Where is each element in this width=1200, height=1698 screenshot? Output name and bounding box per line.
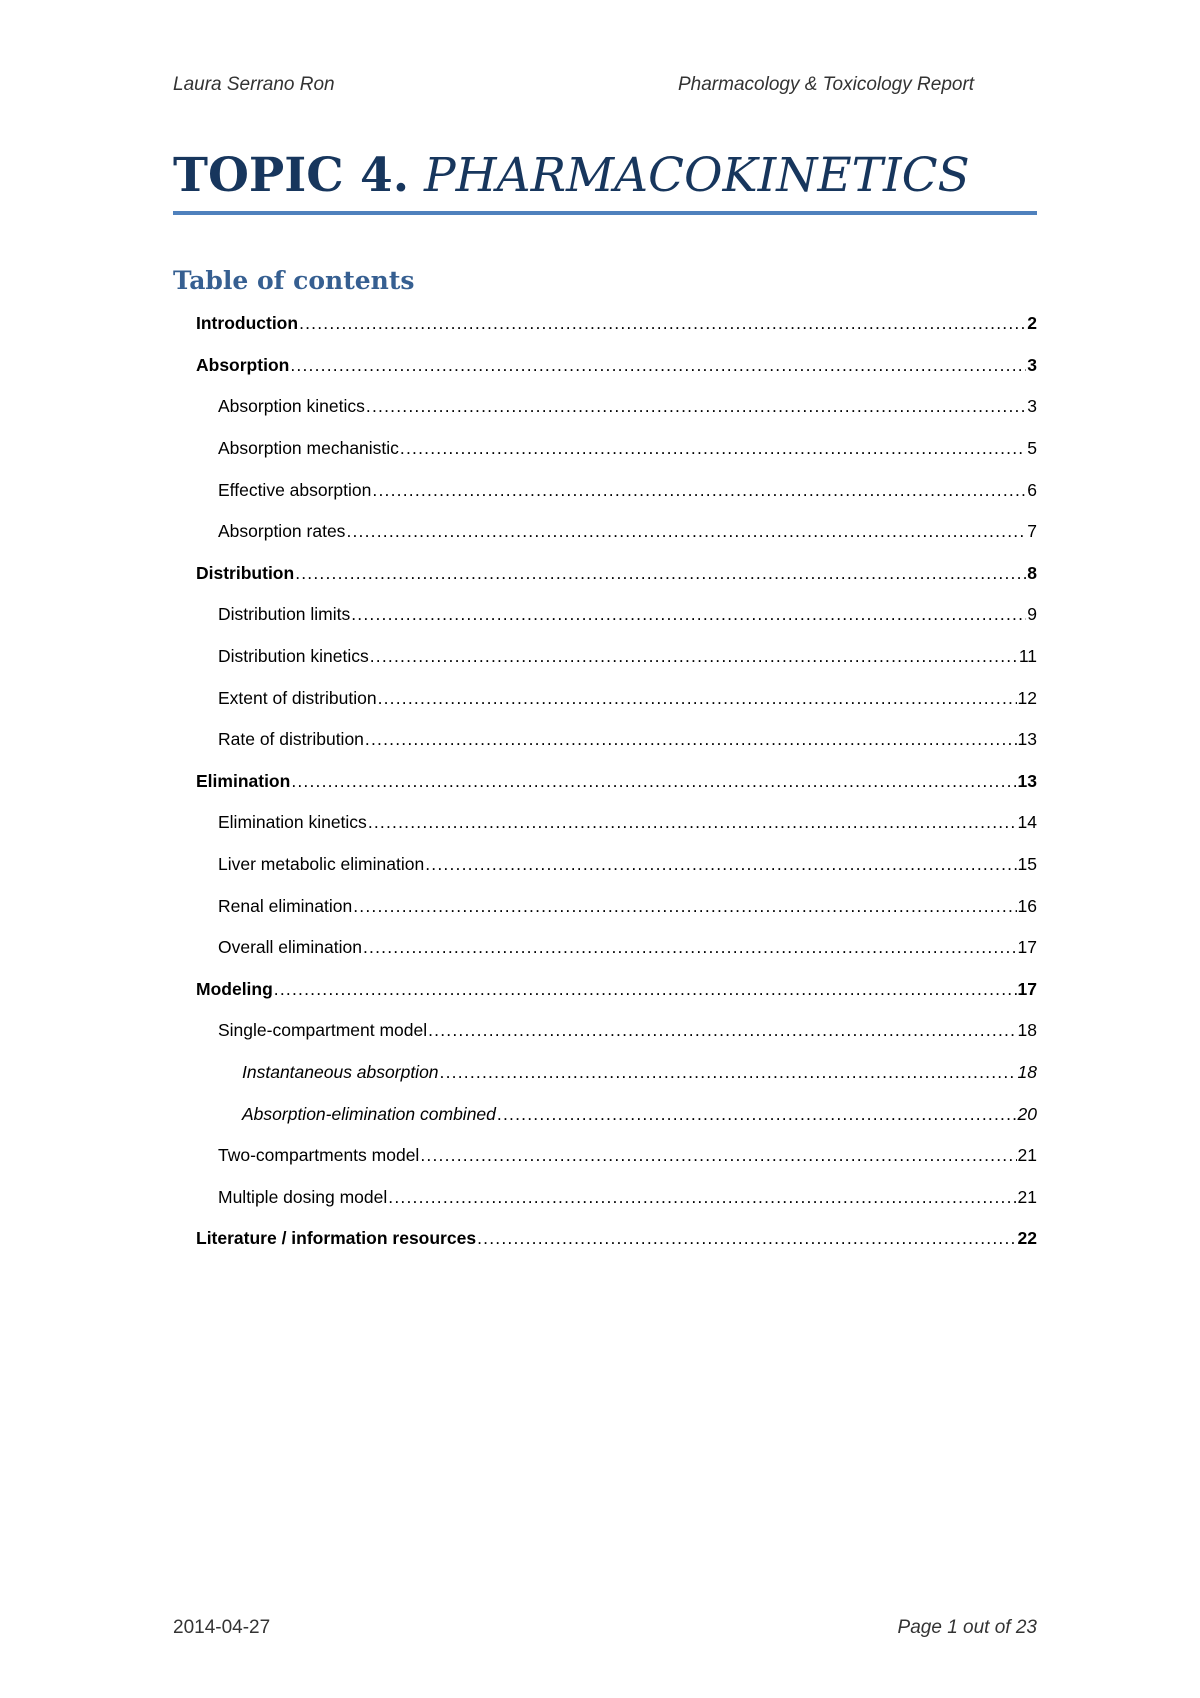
toc-entry-page: 2 bbox=[1027, 313, 1037, 334]
toc-entry[interactable] bbox=[173, 511, 1037, 553]
toc-entry[interactable] bbox=[173, 386, 1037, 428]
toc-entry-label: Absorption rates bbox=[218, 521, 346, 542]
toc-entry-label: Renal elimination bbox=[218, 895, 353, 916]
toc-entry[interactable] bbox=[173, 469, 1037, 511]
title-prefix: TOPIC 4. bbox=[173, 148, 410, 203]
toc-leader-dots bbox=[420, 1145, 1016, 1166]
toc-entry[interactable] bbox=[173, 553, 1037, 595]
toc-entry[interactable] bbox=[173, 719, 1037, 761]
toc-entry-page: 13 bbox=[1017, 770, 1037, 791]
toc-entry-page: 20 bbox=[1017, 1103, 1037, 1124]
toc-entry-label: Extent of distribution bbox=[218, 687, 377, 708]
toc-entry-page: 18 bbox=[1017, 1020, 1037, 1041]
toc-leader-dots bbox=[400, 438, 1026, 459]
toc-entry[interactable] bbox=[173, 1176, 1037, 1218]
toc-entry-page: 13 bbox=[1017, 729, 1037, 750]
toc-entry-page: 3 bbox=[1027, 354, 1037, 375]
toc-leader-dots bbox=[295, 563, 1026, 584]
toc-entry-label: Two-compartments model bbox=[218, 1145, 420, 1166]
toc-entry-label: Single-compartment model bbox=[218, 1020, 428, 1041]
header-report-title: Pharmacology & Toxicology Report bbox=[678, 74, 975, 95]
toc-entry-label: Multiple dosing model bbox=[218, 1186, 388, 1207]
toc-leader-dots bbox=[477, 1228, 1016, 1249]
title-name: PHARMACOKINETICS bbox=[424, 148, 970, 203]
toc-entry-page: 5 bbox=[1027, 438, 1037, 459]
toc-leader-dots bbox=[372, 480, 1026, 501]
toc-leader-dots bbox=[291, 771, 1016, 792]
toc-entry-label: Introduction bbox=[196, 313, 299, 334]
toc-entry[interactable] bbox=[173, 1135, 1037, 1177]
toc-leader-dots bbox=[363, 937, 1017, 958]
toc-leader-dots bbox=[299, 313, 1026, 334]
toc-entry[interactable] bbox=[173, 927, 1037, 969]
toc-leader-dots bbox=[370, 646, 1018, 667]
toc-entry[interactable] bbox=[173, 636, 1037, 678]
toc-entry-page: 7 bbox=[1027, 521, 1037, 542]
toc-entry-label: Distribution bbox=[196, 562, 295, 583]
toc-entry-page: 9 bbox=[1027, 604, 1037, 625]
toc-entry[interactable] bbox=[173, 428, 1037, 470]
toc-leader-dots bbox=[425, 854, 1016, 875]
toc-entry-page: 21 bbox=[1017, 1186, 1037, 1207]
toc-leader-dots bbox=[378, 688, 1017, 709]
toc-entry[interactable] bbox=[173, 885, 1037, 927]
toc-entry-page: 22 bbox=[1017, 1228, 1037, 1249]
toc-entry-label: Liver metabolic elimination bbox=[218, 854, 425, 875]
page-indicator: Page 1 out of 23 bbox=[897, 1617, 1037, 1638]
toc-entry[interactable] bbox=[173, 969, 1037, 1011]
toc-entry-page: 15 bbox=[1017, 854, 1037, 875]
toc-entry-label: Distribution limits bbox=[218, 604, 351, 625]
toc-leader-dots bbox=[368, 812, 1017, 833]
document-title bbox=[173, 148, 1036, 204]
toc-leader-dots bbox=[428, 1020, 1016, 1041]
toc-leader-dots bbox=[353, 896, 1016, 917]
toc-entry[interactable] bbox=[173, 802, 1037, 844]
toc-entry-label: Rate of distribution bbox=[218, 729, 364, 750]
header-author: Laura Serrano Ron bbox=[173, 74, 335, 95]
page-header bbox=[173, 74, 1033, 102]
table-of-contents bbox=[173, 303, 1037, 1260]
toc-entry[interactable] bbox=[173, 761, 1037, 803]
toc-entry[interactable] bbox=[173, 594, 1037, 636]
toc-entry-page: 12 bbox=[1017, 687, 1037, 708]
toc-entry-label: Distribution kinetics bbox=[218, 646, 369, 667]
toc-entry-page: 11 bbox=[1018, 646, 1037, 667]
toc-leader-dots bbox=[365, 729, 1017, 750]
toc-entry-label: Effective absorption bbox=[218, 479, 372, 500]
toc-entry-page: 16 bbox=[1017, 895, 1037, 916]
footer-date: 2014-04-27 bbox=[173, 1617, 271, 1638]
page-footer bbox=[173, 1617, 1037, 1645]
title-underline bbox=[173, 211, 1037, 215]
toc-entry-page: 8 bbox=[1027, 562, 1037, 583]
toc-entry[interactable] bbox=[173, 677, 1037, 719]
toc-entry[interactable] bbox=[173, 1052, 1037, 1094]
toc-entry-page: 18 bbox=[1017, 1061, 1037, 1082]
toc-entry-label: Literature / information resources bbox=[196, 1228, 477, 1249]
toc-entry-label: Instantaneous absorption bbox=[242, 1061, 439, 1082]
toc-entry-label: Elimination kinetics bbox=[218, 812, 367, 833]
toc-entry[interactable] bbox=[173, 1218, 1037, 1260]
toc-entry-page: 6 bbox=[1027, 479, 1037, 500]
toc-entry-page: 17 bbox=[1017, 937, 1037, 958]
toc-entry-label: Overall elimination bbox=[218, 937, 362, 958]
toc-leader-dots bbox=[366, 396, 1026, 417]
toc-entry-label: Elimination bbox=[196, 770, 291, 791]
toc-entry[interactable] bbox=[173, 303, 1037, 345]
toc-heading: Table of contents bbox=[173, 266, 415, 295]
toc-leader-dots bbox=[290, 355, 1026, 376]
toc-entry-page: 21 bbox=[1017, 1145, 1037, 1166]
toc-leader-dots bbox=[274, 979, 1017, 1000]
toc-entry[interactable] bbox=[173, 844, 1037, 886]
toc-leader-dots bbox=[388, 1187, 1016, 1208]
toc-entry-label: Absorption-elimination combined bbox=[242, 1103, 496, 1124]
toc-entry-label: Absorption mechanistic bbox=[218, 438, 399, 459]
toc-entry[interactable] bbox=[173, 1010, 1037, 1052]
toc-entry[interactable] bbox=[173, 345, 1037, 387]
toc-entry-page: 3 bbox=[1027, 396, 1037, 417]
toc-entry-label: Modeling bbox=[196, 978, 273, 999]
toc-entry-label: Absorption kinetics bbox=[218, 396, 365, 417]
toc-entry-label: Absorption bbox=[196, 354, 290, 375]
toc-leader-dots bbox=[351, 604, 1026, 625]
toc-entry-page: 14 bbox=[1017, 812, 1037, 833]
toc-leader-dots bbox=[497, 1104, 1017, 1125]
toc-leader-dots bbox=[440, 1062, 1017, 1083]
toc-entry-page: 17 bbox=[1017, 978, 1037, 999]
toc-leader-dots bbox=[346, 521, 1026, 542]
toc-entry[interactable] bbox=[173, 1093, 1037, 1135]
